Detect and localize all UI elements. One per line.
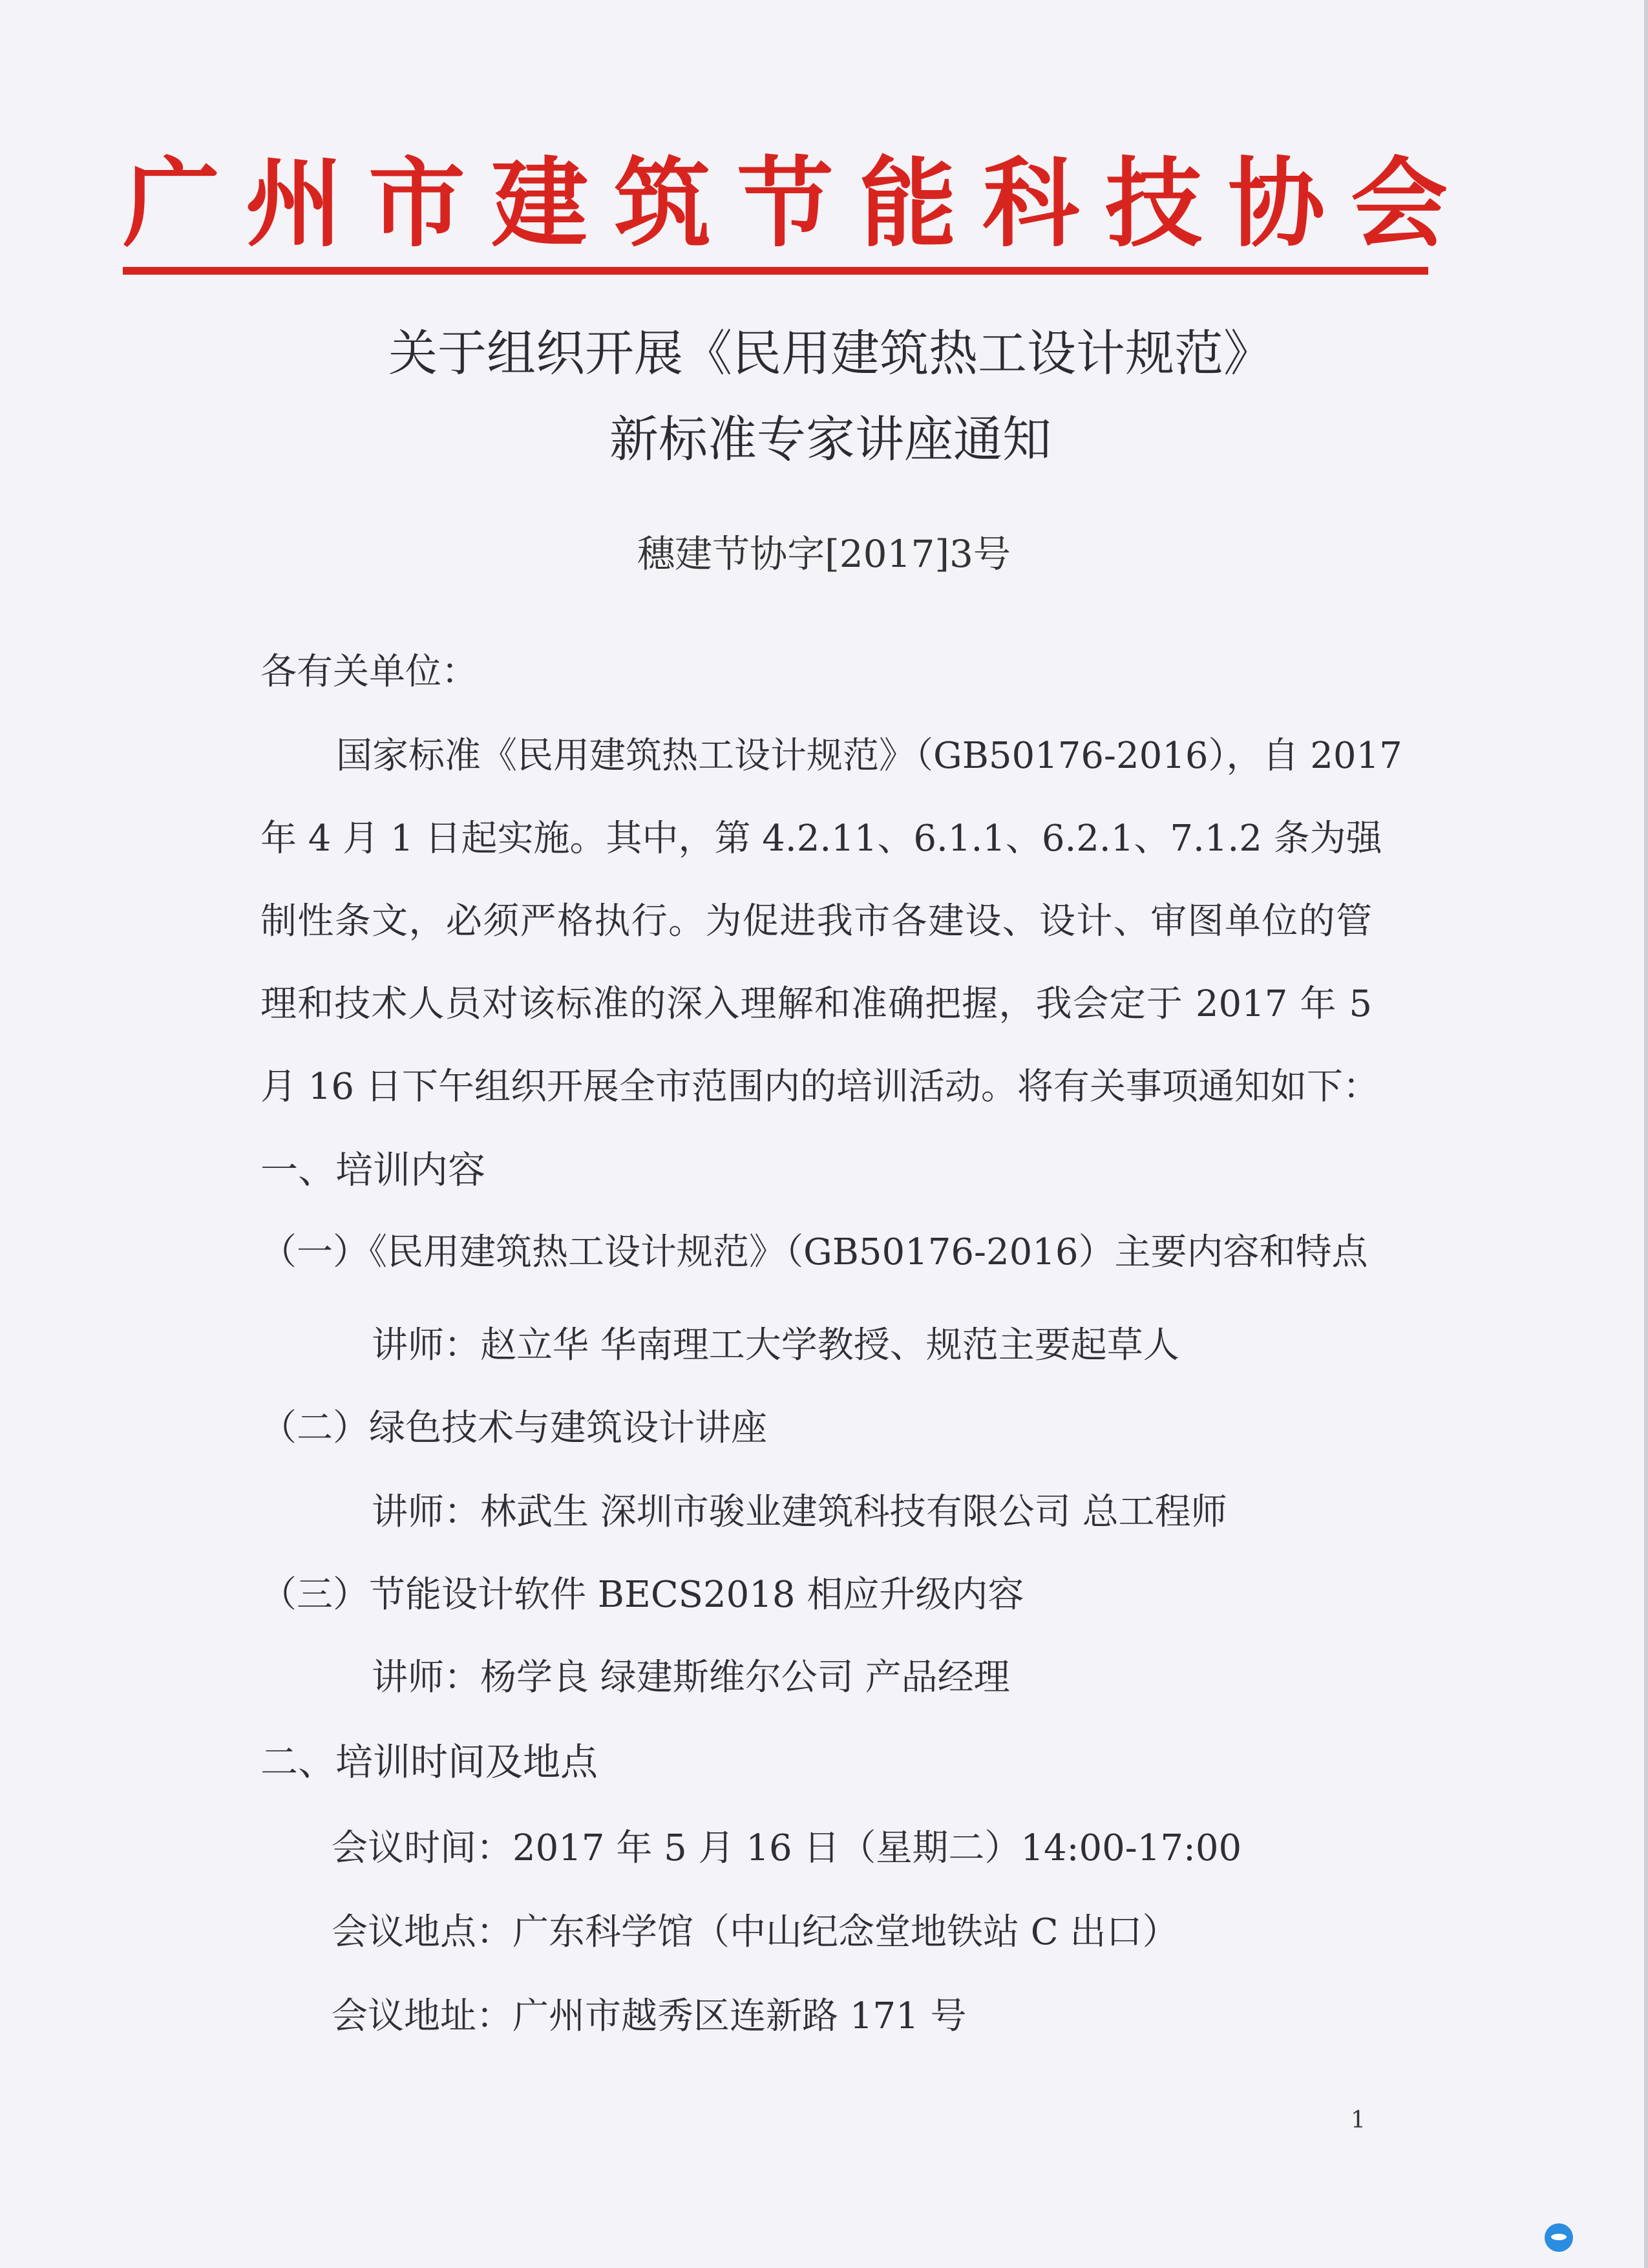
watermark-icon xyxy=(1545,2223,1573,2252)
training-item-title: （二）绿色技术与建筑设计讲座 xyxy=(260,1407,767,1449)
intro-paragraph-line: 月 16 日下午组织开展全市范围内的培训活动。将有关事项通知如下： xyxy=(260,1066,1379,1108)
watermark-logo xyxy=(1545,2218,1642,2257)
document-number: 穗建节协字[2017]3号 xyxy=(637,532,1011,576)
intro-paragraph-line: 国家标准《民用建筑热工设计规范》（GB50176-2016），自 2017 xyxy=(336,735,1402,777)
notice-title-line-1: 关于组织开展《民用建筑热工设计规范》 xyxy=(388,324,1273,382)
letterhead-red-rule xyxy=(123,267,1428,275)
meeting-place: 会议地点：广东科学馆（中山纪念堂地铁站 C 出口） xyxy=(332,1911,1179,1953)
training-item-speaker: 讲师：杨学良 绿建斯维尔公司 产品经理 xyxy=(372,1657,1010,1699)
organization-letterhead: 广州市建筑节能科技协会 xyxy=(123,147,1474,260)
page-number: 1 xyxy=(1351,2107,1366,2134)
meeting-time: 会议时间：2017 年 5 月 16 日（星期二）14:00-17:00 xyxy=(332,1827,1242,1869)
section-heading-training-content: 一、培训内容 xyxy=(260,1148,486,1192)
scan-edge-shadow xyxy=(1644,0,1648,2268)
training-item-title: （一）《民用建筑热工设计规范》（GB50176-2016）主要内容和特点 xyxy=(260,1231,1368,1273)
salutation: 各有关单位： xyxy=(260,651,478,693)
intro-paragraph-line: 年 4 月 1 日起实施。其中，第 4.2.11、6.1.1、6.2.1、7.1.2 条为强 xyxy=(260,818,1382,860)
training-item-title: （三）节能设计软件 BECS2018 相应升级内容 xyxy=(260,1574,1024,1616)
intro-paragraph-line: 理和技术人员对该标准的深入理解和准确把握，我会定于 2017 年 5 xyxy=(260,983,1372,1025)
training-item-speaker: 讲师：赵立华 华南理工大学教授、规范主要起草人 xyxy=(372,1324,1179,1366)
training-item-speaker: 讲师：林武生 深圳市骏业建筑科技有限公司 总工程师 xyxy=(372,1491,1227,1533)
notice-title-line-2: 新标准专家讲座通知 xyxy=(609,410,1051,468)
section-heading-time-place: 二、培训时间及地点 xyxy=(260,1740,598,1784)
meeting-address: 会议地址：广州市越秀区连新路 171 号 xyxy=(332,1995,967,2037)
intro-paragraph-line: 制性条文，必须严格执行。为促进我市各建设、设计、审图单位的管 xyxy=(260,900,1372,942)
